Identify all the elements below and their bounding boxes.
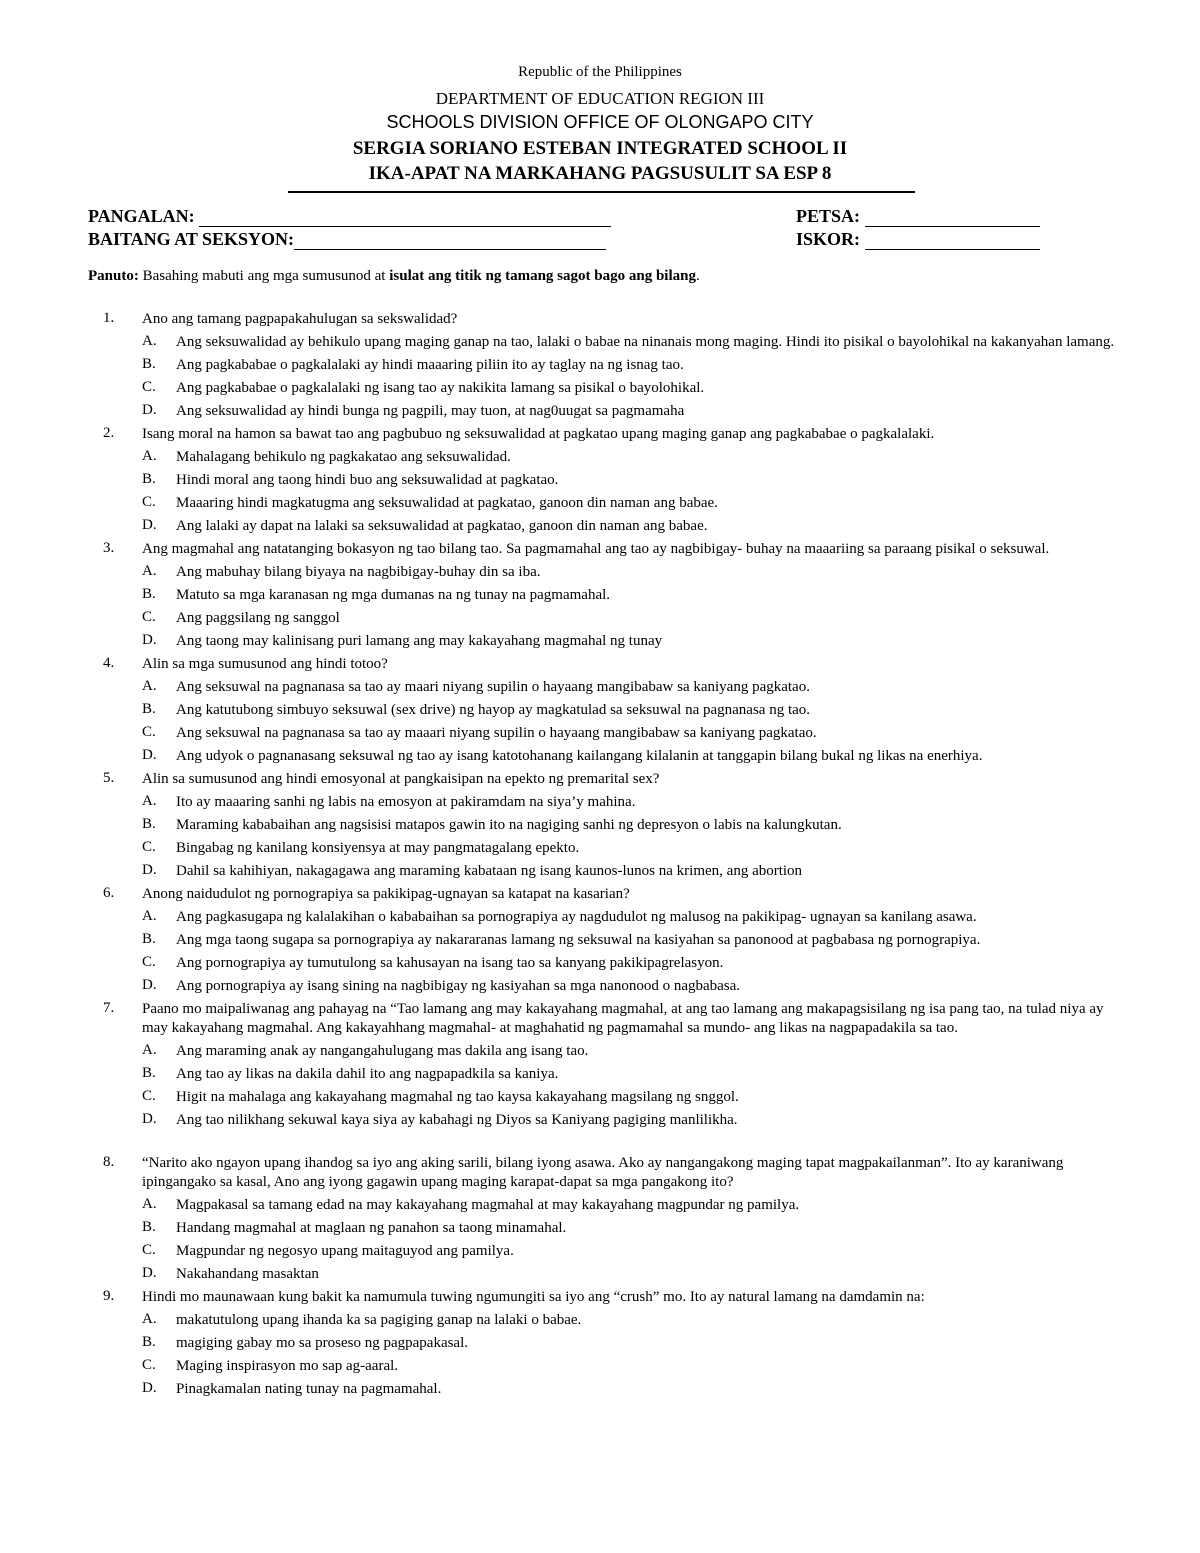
question-list [0,308,1200,1401]
option-letter: A. [142,563,157,579]
option-text: Ang pagkababae o pagkalalaki ng isang tao ay nakikita lamang sa pisikal o bayolohikal. [176,380,705,396]
question-text: Alin sa mga sumusunod ang hindi totoo? [142,656,388,672]
answer-option [0,446,1200,469]
grade-section-label: BAITANG AT SEKSYON: [88,229,295,249]
division-line: SCHOOLS DIVISION OFFICE OF OLONGAPO CITY [386,112,814,132]
question-item [0,1286,1200,1401]
question-number: 9. [103,1288,115,1304]
answer-option [0,1217,1200,1240]
option-text: Ang paggsilang ng sanggol [176,610,340,626]
question-text: Hindi mo maunawaan kung bakit ka namumula tuwing ngumungiti sa iyo ang “crush” mo. Ito ay natural lamang na damdamin na: [142,1289,925,1305]
answer-option [0,515,1200,538]
option-text: Ang lalaki ay dapat na lalaki sa seksuwalidad at pagkatao, ganoon din naman ang babae. [176,518,708,534]
option-text: Ang mga taong sugapa sa pornograpiya ay nakararanas lamang ng seksuwal na kasiyahan sa panonood at pagbabasa ng pornograpiya. [176,932,981,948]
option-letter: D. [142,977,157,993]
option-letter: A. [142,448,157,464]
question-number: 8. [103,1154,115,1170]
grade-section-field [88,229,606,250]
question-item [0,883,1200,998]
option-letter: B. [142,1219,156,1235]
option-text: Ang pagkasugapa ng kalalakihan o kababaihan sa pornograpiya ay nagdudulot ng malusog na pakikipag- ugnayan sa kanilang asawa. [176,909,977,925]
option-text: Magpakasal sa tamang edad na may kakayahang magmahal at may kakayahang magpundar ng pamilya. [176,1197,800,1213]
name-blank[interactable] [199,208,611,227]
name-field [88,206,611,227]
option-letter: C. [142,839,156,855]
option-letter: B. [142,816,156,832]
answer-option [0,1040,1200,1063]
option-text: Dahil sa kahihiyan, nakagagawa ang maraming kabataan ng isang kaunos-lunos na krimen, ang abortion [176,863,803,879]
score-blank[interactable] [865,231,1040,250]
option-text: Ang pornograpiya ay isang sining na nagbibigay ng kasiyahan sa mga nanonood o nagbabasa. [176,978,741,994]
answer-option [0,1063,1200,1086]
option-letter: C. [142,724,156,740]
option-letter: A. [142,908,157,924]
question-number: 5. [103,770,115,786]
answer-option [0,745,1200,768]
answer-option [0,584,1200,607]
question-text: Ano ang tamang pagpapakahulugan sa sekswalidad? [142,311,458,327]
option-text: Maging inspirasyon mo sap ag-aaral. [176,1358,399,1374]
option-letter: C. [142,494,156,510]
question-text: Alin sa sumusunod ang hindi emosyonal at pangkaisipan na epekto ng premarital sex? [142,771,660,787]
option-text: Ito ay maaaring sanhi ng labis na emosyon at pakiramdam na siya’y mahina. [176,794,636,810]
school-name: SERGIA SORIANO ESTEBAN INTEGRATED SCHOOL II [352,138,848,159]
answer-option [0,814,1200,837]
option-letter: C. [142,1357,156,1373]
question-item [0,538,1200,653]
answer-option [0,1355,1200,1378]
option-letter: D. [142,632,157,648]
option-letter: D. [142,862,157,878]
answer-option [0,1378,1200,1401]
answer-option [0,400,1200,423]
option-text: Ang taong may kalinisang puri lamang ang may kakayahang magmahal ng tunay [176,633,663,649]
answer-option [0,469,1200,492]
name-label: PANGALAN: [88,206,195,226]
option-text: makatutulong upang ihanda ka sa pagiging ganap na lalaki o babae. [176,1312,582,1328]
option-text: Pinagkamalan nating tunay na pagmamahal. [176,1381,442,1397]
option-letter: D. [142,747,157,763]
answer-option [0,1332,1200,1355]
question-item [0,768,1200,883]
answer-option [0,837,1200,860]
option-text: Ang mabuhay bilang biyaya na nagbibigay-buhay din sa iba. [176,564,541,580]
answer-option [0,377,1200,400]
option-letter: B. [142,586,156,602]
date-field [796,206,1040,227]
answer-option [0,354,1200,377]
option-letter: A. [142,1042,157,1058]
answer-option [0,1309,1200,1332]
question-number: 2. [103,425,115,441]
answer-option [0,722,1200,745]
question-item [0,308,1200,423]
question-text: Paano mo maipaliwanag ang pahayag na “Tao lamang ang may kakayahang magmahal, at ang tao lamang ang makapagsisilang ng isa pang tao, na tulad niya ay may kakayahang magmahal. Ang kakayahhang magmahal- at maghahatid ng pagmamahal sa mundo- ang likas na nagpapadakila sa tao. [142,1001,1104,1036]
answer-option [0,1194,1200,1217]
answer-option [0,929,1200,952]
option-letter: C. [142,954,156,970]
instructions-emphasis: isulat ang titik ng tamang sagot bago ang bilang [389,268,696,284]
question-item [0,653,1200,768]
date-label: PETSA: [796,206,861,226]
question-number: 1. [103,310,115,326]
option-letter: C. [142,1242,156,1258]
option-text: Nakahandang masaktan [176,1266,319,1282]
option-text: Ang seksuwalidad ay behikulo upang maging ganap na tao, lalaki o babae na ninanais mong maging. Hindi ito pisikal o bayolohikal na kakanyahan lamang. [176,334,1115,350]
score-field [796,229,1040,250]
instructions-text: Basahing mabuti ang mga sumusunod at [138,268,390,284]
answer-option [0,1086,1200,1109]
option-text: Mahalagang behikulo ng pagkakatao ang seksuwalidad. [176,449,511,465]
option-text: Ang tao ay likas na dakila dahil ito ang nagpapadkila sa kaniya. [176,1066,559,1082]
option-text: Ang tao nilikhang sekuwal kaya siya ay kabahagi ng Diyos sa Kaniyang pagiging manlilikha. [176,1112,738,1128]
exam-title: IKA-APAT NA MARKAHANG PAGSUSULIT SA ESP 8 [368,163,832,184]
question-text: Ang magmahal ang natatanging bokasyon ng tao bilang tao. Sa pagmamahal ang tao ay nagbibigay- buhay na maaariing sa paraang pisikal o seksuwal. [142,541,1050,557]
date-blank[interactable] [865,208,1040,227]
answer-option [0,630,1200,653]
department-line: DEPARTMENT OF EDUCATION REGION III [435,89,765,108]
header-rule [288,191,915,193]
option-text: Ang seksuwal na pagnanasa sa tao ay maari niyang supilin o hayaang mangibabaw sa kaniyang pagkatao. [176,679,810,695]
answer-option [0,906,1200,929]
answer-option [0,1109,1200,1132]
option-text: Bingabag ng kanilang konsiyensya at may pangmatagalang epekto. [176,840,580,856]
question-text: “Narito ako ngayon upang ihandog sa iyo ang aking sarili, bilang iyong asawa. Ako ay nangangakong maging tapat magpakailanman”. Ito ay karaniwang ipingangako sa kasal, Ano ang iyong gagawin upang maging karapat-dapat sa mga pangakong ito? [142,1155,1064,1190]
option-letter: B. [142,931,156,947]
instructions [88,268,700,285]
option-letter: A. [142,678,157,694]
option-text: Matuto sa mga karanasan ng mga dumanas na ng tunay na pagmamahal. [176,587,611,603]
option-text: Ang udyok o pagnanasang seksuwal ng tao ay isang katotohanang kailangang kilalanin at tanggapin bilang bukal ng likas na enerhiya. [176,748,983,764]
option-letter: A. [142,1196,157,1212]
answer-option [0,676,1200,699]
option-letter: A. [142,1311,157,1327]
grade-section-blank[interactable] [294,231,606,250]
option-text: magiging gabay mo sa proseso ng pagpapakasal. [176,1335,469,1351]
option-text: Ang seksuwalidad ay hindi bunga ng pagpili, may tuon, at nag0uugat sa pagmamaha [176,403,685,419]
answer-option [0,1263,1200,1286]
question-item [0,1152,1200,1286]
question-item [0,998,1200,1132]
answer-option [0,699,1200,722]
republic-line: Republic of the Philippines [518,64,682,80]
question-text: Anong naidudulot ng pornograpiya sa pakikipag-ugnayan sa katapat na kasarian? [142,886,630,902]
option-letter: D. [142,1265,157,1281]
option-text: Ang pagkababae o pagkalalaki ay hindi maaaring piliin ito ay taglay na ng isnag tao. [176,357,684,373]
option-letter: B. [142,471,156,487]
option-text: Ang pornograpiya ay tumutulong sa kahusayan na isang tao sa kanyang pakikipagrelasyon. [176,955,724,971]
answer-option [0,331,1200,354]
option-letter: C. [142,379,156,395]
instructions-label: Panuto: [88,268,139,284]
answer-option [0,492,1200,515]
question-number: 4. [103,655,115,671]
option-letter: B. [142,1065,156,1081]
option-letter: C. [142,1088,156,1104]
option-text: Ang maraming anak ay nangangahulugang mas dakila ang isang tao. [176,1043,589,1059]
option-letter: D. [142,1111,157,1127]
document-header [0,62,1200,186]
instructions-end: . [695,268,700,284]
option-letter: D. [142,517,157,533]
option-text: Hindi moral ang taong hindi buo ang seksuwalidad at pagkatao. [176,472,559,488]
option-text: Magpundar ng negosyo upang maitaguyod ang pamilya. [176,1243,514,1259]
option-letter: A. [142,793,157,809]
option-text: Maraming kababaihan ang nagsisisi matapos gawin ito na nagiging sanhi ng depresyon o labis na kalungkutan. [176,817,842,833]
answer-option [0,860,1200,883]
option-text: Maaaring hindi magkatugma ang seksuwalidad at pagkatao, ganoon din naman ang babae. [176,495,718,511]
option-letter: A. [142,333,157,349]
answer-option [0,975,1200,998]
option-letter: C. [142,609,156,625]
option-text: Handang magmahal at maglaan ng panahon sa taong minamahal. [176,1220,567,1236]
question-number: 3. [103,540,115,556]
answer-option [0,1240,1200,1263]
option-text: Ang seksuwal na pagnanasa sa tao ay maaari niyang supilin o hayaang mangibabaw sa kaniyang pagkatao. [176,725,817,741]
question-item [0,423,1200,538]
option-letter: D. [142,1380,157,1396]
option-letter: B. [142,1334,156,1350]
option-letter: B. [142,701,156,717]
question-number: 6. [103,885,115,901]
answer-option [0,791,1200,814]
answer-option [0,607,1200,630]
option-letter: B. [142,356,156,372]
score-label: ISKOR: [796,229,861,249]
question-text: Isang moral na hamon sa bawat tao ang pagbubuo ng seksuwalidad at pagkatao upang maging ganap ang pagkababae o pagkalalaki. [142,426,935,442]
option-letter: D. [142,402,157,418]
option-text: Higit na mahalaga ang kakayahang magmahal ng tao kaysa kakayahang magsilang ng snggol. [176,1089,739,1105]
answer-option [0,561,1200,584]
question-number: 7. [103,1000,115,1016]
answer-option [0,952,1200,975]
option-text: Ang katutubong simbuyo seksuwal (sex drive) ng hayop ay magkatulad sa seksuwal na pagnanasa ng tao. [176,702,811,718]
